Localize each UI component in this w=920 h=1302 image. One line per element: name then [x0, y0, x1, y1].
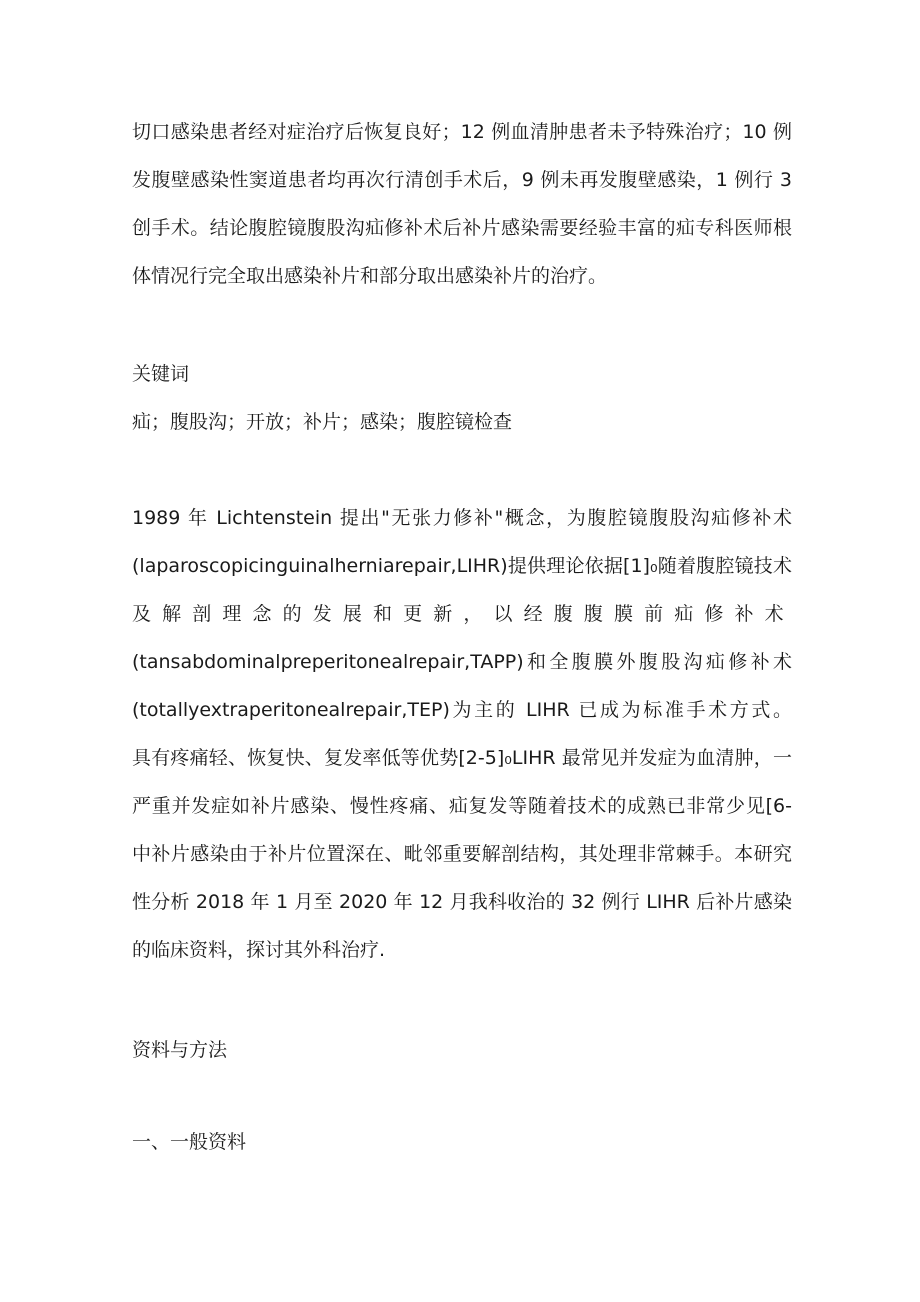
keywords-heading: 关键词 [132, 363, 190, 385]
text-line: 体情况行完全取出感染补片和部分取出感染补片的治疗。 [132, 265, 608, 287]
text-line: 1989 年 Lichtenstein 提出"无张力修补"概念，为腹腔镜腹股沟疝修补术 [132, 507, 792, 529]
text-line: 切口感染患者经对症治疗后恢复良好；12 例血清肿患者未予特殊治疗；10 例 [132, 121, 792, 143]
text-line: (laparoscopicinguinalherniarepair,LIHR)提供理论依据[1]₀随着腹腔镜技术 [132, 555, 792, 577]
text-line: 中补片感染由于补片位置深在、毗邻重要解剖结构，其处理非常棘手。本研究 [132, 843, 792, 865]
introduction-paragraph [132, 494, 792, 974]
text-line: 创手术。结论腹腔镜腹股沟疝修补术后补片感染需要经验丰富的疝专科医师根 [132, 217, 792, 239]
text-line: 严重并发症如补片感染、慢性疼痛、疝复发等随着技术的成熟已非常少见[6- [132, 795, 792, 817]
text-line: 及解剖理念的发展和更新，以经腹腹膜前疝修补术 [132, 603, 792, 625]
text-line: 性分析 2018 年 1 月至 2020 年 12 月我科收治的 32 例行 LIHR 后补片感染 [132, 891, 792, 913]
text-line: 具有疼痛轻、恢复快、复发率低等优势[2-5]₀LIHR 最常见并发症为血清肿，一 [132, 747, 792, 769]
text-line: 发腹壁感染性窦道患者均再次行清创手术后，9 例未再发腹壁感染，1 例行 3 [132, 169, 792, 191]
keywords-text: 疝；腹股沟；开放；补片；感染；腹腔镜检查 [132, 411, 513, 433]
text-line: 的临床资料，探讨其外科治疗. [132, 939, 386, 961]
materials-methods-heading: 资料与方法 [132, 1039, 228, 1061]
general-data-heading: 一、一般资料 [132, 1131, 247, 1153]
abstract-results-paragraph [132, 108, 792, 300]
text-line: (totallyextraperitonealrepair,TEP)为主的 LIHR 已成为标准手术方式。 [132, 699, 792, 721]
text-line: (tansabdominalpreperitonealrepair,TAPP)和全腹膜外腹股沟疝修补术 [132, 651, 792, 673]
